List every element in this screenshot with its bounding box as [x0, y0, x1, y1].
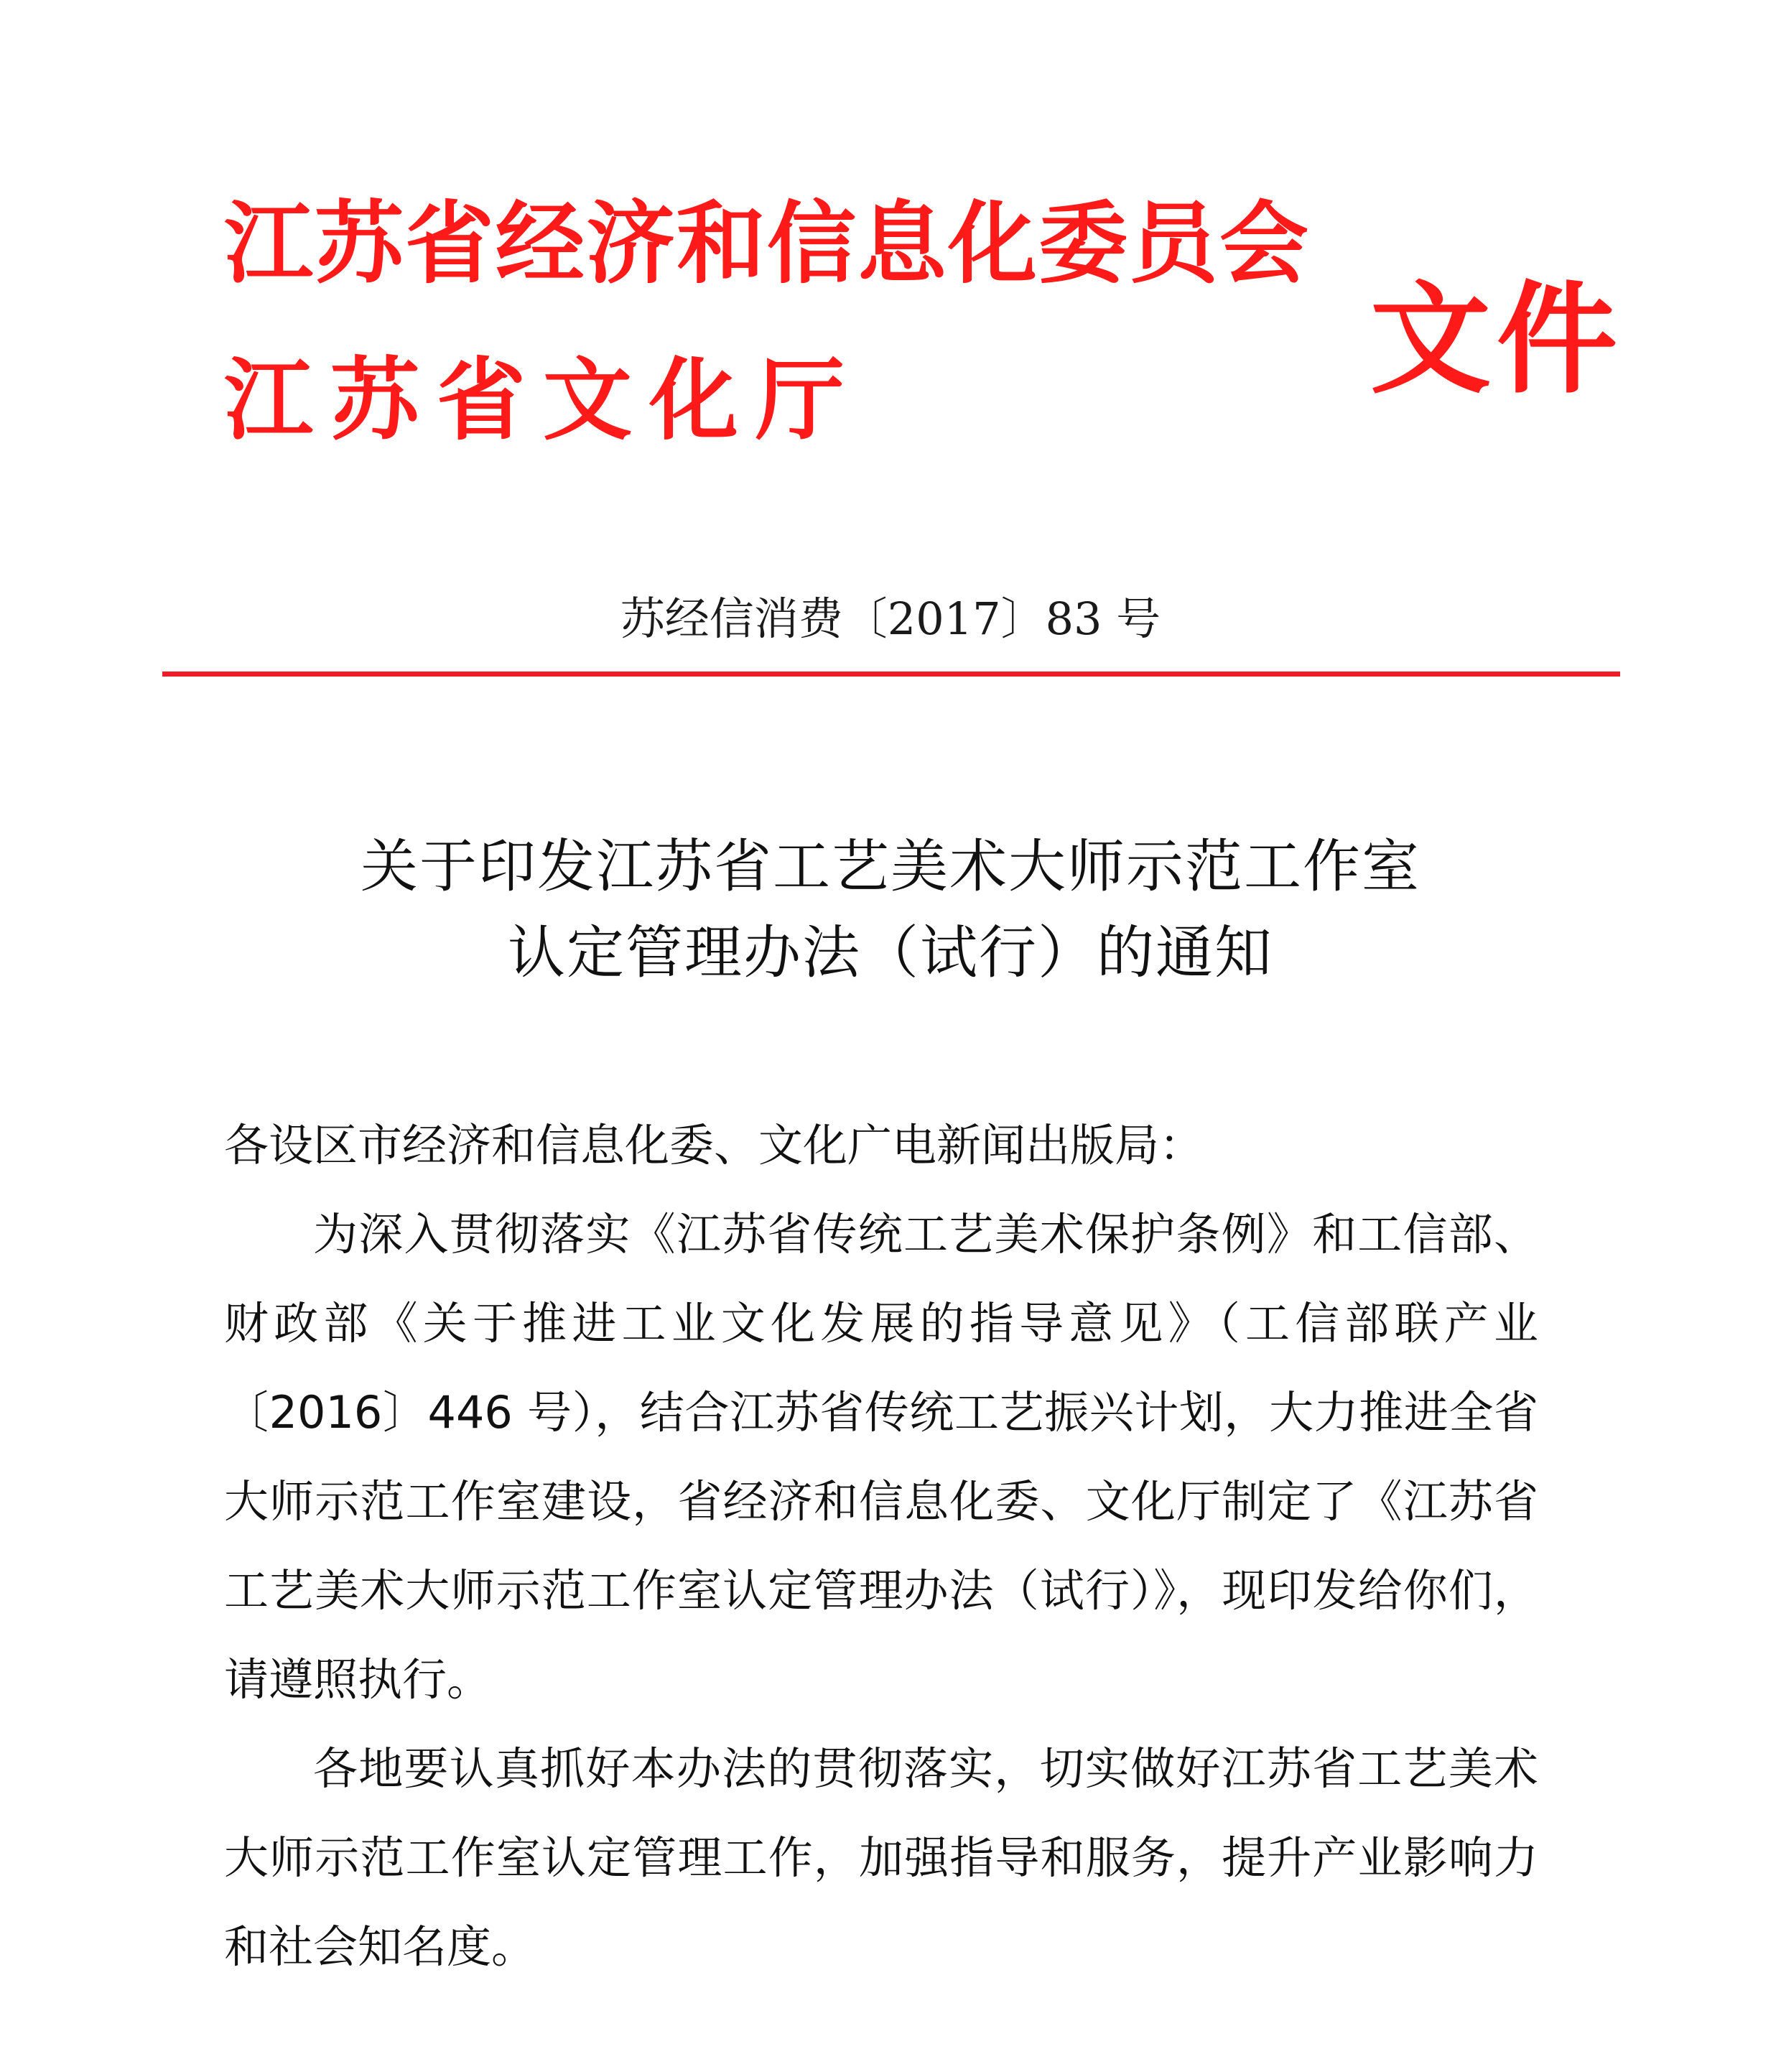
- body-paragraph: 为深入贯彻落实《江苏省传统工艺美术保护条例》和工信部、财政部《关于推进工业文化发展的指导意见》（工信部联产业〔2016〕446 号），结合江苏省传统工艺振兴计划，大力推进全省大师示范工作室建设，省经济和信息化委、文化厅制定了《江苏省工艺美术大师示范工作室认定管理办法（试行）》，现印发给你们，请遵照执行。: [224, 1208, 1538, 1706]
- body-paragraph: 各地要认真抓好本办法的贯彻落实，切实做好江苏省工艺美术大师示范工作室认定管理工作，加强指导和服务，提升产业影响力和社会知名度。: [224, 1742, 1538, 1973]
- notice-body: [224, 1101, 1538, 1992]
- document-suffix: 文件: [1370, 269, 1623, 410]
- issuer-line-economy-commission: 江苏省经济和信息化委员会: [224, 192, 1311, 296]
- issuer-line-culture-department: 江苏省文化厅: [224, 349, 862, 452]
- red-separator-rule: [162, 672, 1620, 677]
- document-number: 苏经信消费〔2017〕83 号: [620, 593, 1161, 645]
- notice-title-line-2: 认定管理办法（试行）的通知: [508, 919, 1273, 986]
- salutation: 各设区市经济和信息化委、文化广电新闻出版局：: [224, 1119, 1204, 1171]
- notice-title-line-1: 关于印发江苏省工艺美术大师示范工作室: [361, 833, 1420, 900]
